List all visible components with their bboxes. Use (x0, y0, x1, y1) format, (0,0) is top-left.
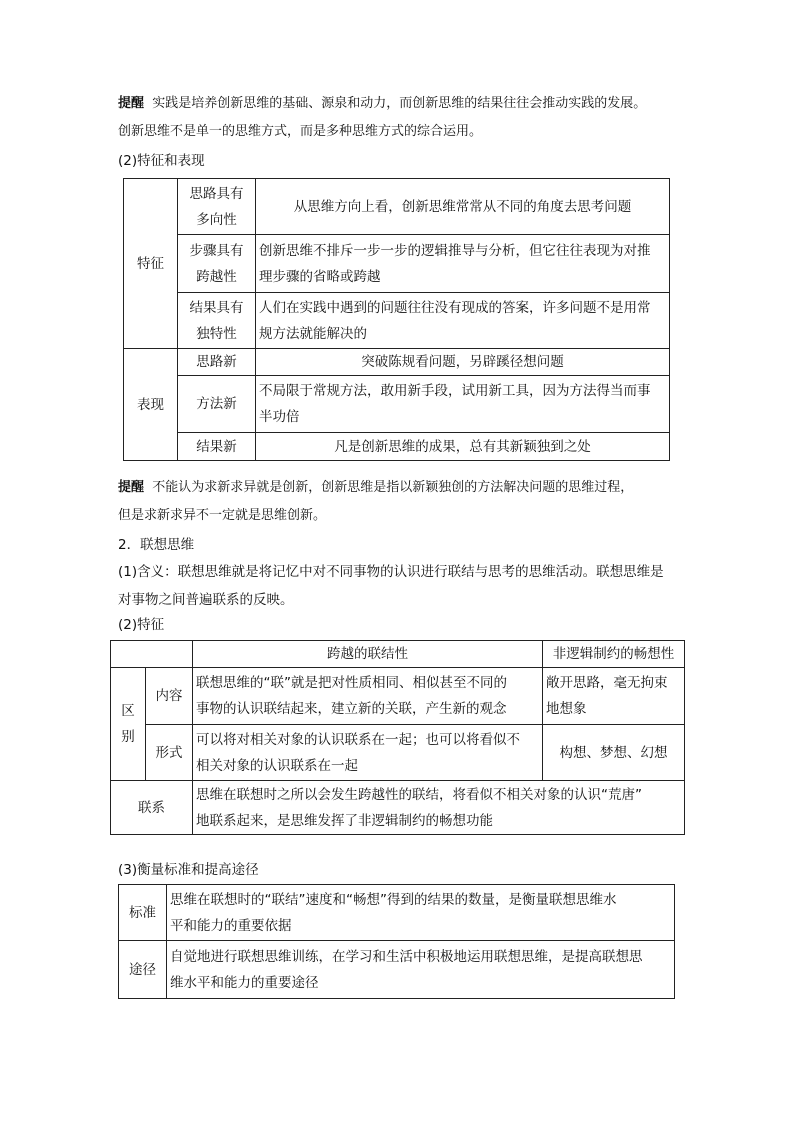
subheading-measure: (3)衡量标准和提高途径 (118, 862, 259, 878)
row-label: 结果具有 独特性 (178, 293, 256, 349)
cell-text: 可以将对相关对象的认识联系在一起；也可以将看似不 相关对象的认识联系在一起 (193, 725, 543, 781)
row-desc: 突破陈规看问题，另辟蹊径想问题 (256, 349, 670, 376)
column-header: 非逻辑制约的畅想性 (543, 641, 685, 668)
features-table (123, 178, 670, 461)
reminder-label: 提醒 (118, 480, 145, 495)
section-title: 2．联想思维 (118, 537, 195, 553)
traits-table (110, 640, 685, 835)
cell-text: 思维在联想时的“联结”速度和“畅想”得到的结果的数量，是衡量联想思维水 平和能力的重要依据 (167, 885, 675, 941)
reminder-note-1 (118, 90, 718, 146)
row-desc: 创新思维不排斥一步一步的逻辑推导与分析，但它往往表现为对推 理步骤的省略或跨越 (256, 235, 670, 293)
reminder-text: 不能认为求新求异就是创新，创新思维是指以新颖独创的方法解决问题的思维过程， (152, 480, 634, 495)
reminder-text: 实践是培养创新思维的基础、源泉和动力，而创新思维的结果往往会推动实践的发展。 (152, 96, 647, 111)
row-label: 联系 (111, 781, 193, 835)
meaning-paragraph: (1)含义：联想思维就是将记忆中对不同事物的认识进行联结与思考的思维活动。联想思维是 对事物之间普遍联系的反映。 (118, 564, 664, 608)
subheading-traits: (2)特征 (118, 617, 165, 633)
reminder-label: 提醒 (118, 96, 145, 111)
row-label: 形式 (146, 725, 193, 781)
row-label: 方法新 (178, 376, 256, 433)
cell-text: 构想、梦想、幻想 (543, 725, 685, 781)
row-label: 标准 (119, 885, 167, 941)
cell-text: 思维在联想时之所以会发生跨越性的联结，将看似不相关对象的认识“荒唐” 地联系起来，是思维发挥了非逻辑制约的畅想功能 (193, 781, 685, 835)
corner-cell (111, 641, 193, 668)
group-manifest: 表现 (124, 349, 178, 461)
group-features: 特征 (124, 179, 178, 349)
column-header: 跨越的联结性 (193, 641, 543, 668)
cell-text: 自觉地进行联想思维训练，在学习和生活中积极地运用联想思维，是提高联想思 维水平和能力的重要途径 (167, 941, 675, 999)
row-label: 结果新 (178, 433, 256, 461)
row-desc: 不局限于常规方法，敢用新手段，试用新工具，因为方法得当而事 半功倍 (256, 376, 670, 433)
row-label: 步骤具有 跨越性 (178, 235, 256, 293)
measure-table (118, 884, 675, 999)
row-label: 思路新 (178, 349, 256, 376)
row-label: 途径 (119, 941, 167, 999)
reminder-text: 但是求新求异不一定就是思维创新。 (118, 508, 327, 523)
cell-text: 联想思维的“联”就是把对性质相同、相似甚至不同的 事物的认识联结起来，建立新的关联，产生新的观念 (193, 668, 543, 725)
row-label: 内容 (146, 668, 193, 725)
row-label: 思路具有 多向性 (178, 179, 256, 235)
cell-text: 敞开思路，毫无拘束 地想象 (543, 668, 685, 725)
subheading-features: (2)特征和表现 (118, 153, 205, 169)
reminder-note-2 (118, 474, 718, 530)
row-desc: 从思维方向上看，创新思维常常从不同的角度去思考问题 (256, 179, 670, 235)
difference-label: 区 别 (111, 668, 146, 781)
row-desc: 人们在实践中遇到的问题往往没有现成的答案，许多问题不是用常 规方法就能解决的 (256, 293, 670, 349)
row-desc: 凡是创新思维的成果，总有其新颖独到之处 (256, 433, 670, 461)
reminder-text: 创新思维不是单一的思维方式，而是多种思维方式的综合运用。 (118, 124, 483, 139)
